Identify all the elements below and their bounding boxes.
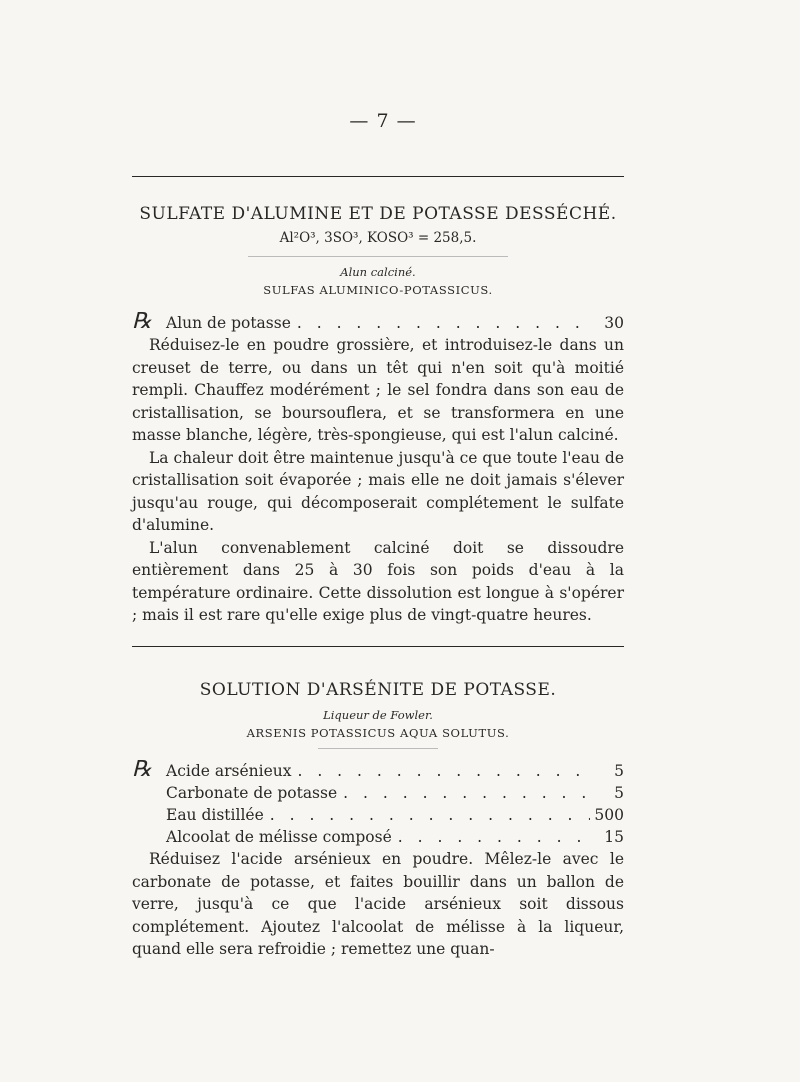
section-rule	[132, 646, 624, 647]
paragraph: La chaleur doit être maintenue jusqu'à ce que toute l'eau de cristallisation soit évaporée ; mais elle ne doit jamais s'élever jusqu'au rouge, qui décomposerait complétement le sulfate d'alumine.	[132, 448, 624, 534]
leader-dots	[291, 312, 592, 334]
ingredient-row	[132, 759, 624, 782]
divider	[318, 748, 438, 749]
leader-dots	[392, 826, 592, 848]
ingredient-quantity: 5	[614, 784, 624, 802]
recipe-symbol: ℞	[132, 757, 152, 782]
section-alun-calcine	[132, 204, 624, 627]
paragraph: Réduisez-le en poudre grossière, et introduisez-le dans un creuset de terre, ou dans un têt qui n'en soit qu'à moitié rempli. Chauffez modérément ; le sel fondra dans son eau de cristallisation, se boursouflera, et se transformera en une masse blanche, légère, très-spongieuse, qui est l'alun calciné.	[132, 336, 624, 444]
ingredient-name: Alun de potasse	[166, 314, 291, 332]
leader-dots	[337, 782, 592, 804]
top-rule	[132, 176, 624, 177]
ingredient-name: Carbonate de potasse	[166, 784, 338, 802]
ingredient-row	[132, 826, 624, 848]
ingredient-row	[132, 804, 624, 826]
ingredient-name: Acide arsénieux	[166, 762, 292, 780]
ingredient-row	[132, 311, 624, 334]
section-liqueur-fowler	[132, 680, 624, 961]
latin-name: ARSENIS POTASSICUS AQUA SOLUTUS.	[246, 726, 510, 740]
synonym: Alun calciné.	[340, 265, 416, 279]
leader-dots	[264, 804, 591, 826]
ingredient-list	[132, 311, 624, 334]
latin-name: SULFAS ALUMINICO-POTASSICUS.	[263, 283, 493, 297]
ingredient-quantity: 30	[604, 314, 624, 332]
leader-dots	[291, 760, 592, 782]
section-title: SOLUTION D'ARSÉNITE DE POTASSE.	[199, 680, 557, 700]
ingredient-row	[132, 782, 624, 804]
chemical-formula: Al²O³, 3SO³, KOSO³ = 258,5.	[279, 230, 477, 246]
paragraph: L'alun convenablement calciné doit se dissoudre entièrement dans 25 à 30 fois son poids d'eau à la température ordinaire. Cette dissolution est longue à s'opérer ; mais il est rare qu'elle exige plus de vingt-quatre heures.	[132, 538, 624, 624]
divider	[248, 256, 508, 257]
ingredient-quantity: 5	[614, 762, 624, 780]
page-number: — 7 —	[349, 110, 417, 132]
ingredient-name: Alcoolat de mélisse composé	[166, 828, 392, 846]
ingredient-quantity: 500	[594, 806, 624, 824]
ingredient-name: Eau distillée	[166, 806, 264, 824]
section-title: SULFATE D'ALUMINE ET DE POTASSE DESSÉCHÉ.	[139, 204, 617, 224]
paragraph: Réduisez l'acide arsénieux en poudre. Mêlez-le avec le carbonate de potasse, et faites bouillir dans un ballon de verre, jusqu'à ce que l'acide arsénieux soit dissous complétement. Ajoutez l'alcoolat de mélisse à la liqueur, quand elle sera refroidie ; remettez une quan-	[132, 850, 624, 958]
ingredient-list	[132, 759, 624, 848]
recipe-symbol: ℞	[132, 309, 152, 334]
synonym: Liqueur de Fowler.	[323, 708, 433, 722]
ingredient-quantity: 15	[604, 828, 624, 846]
